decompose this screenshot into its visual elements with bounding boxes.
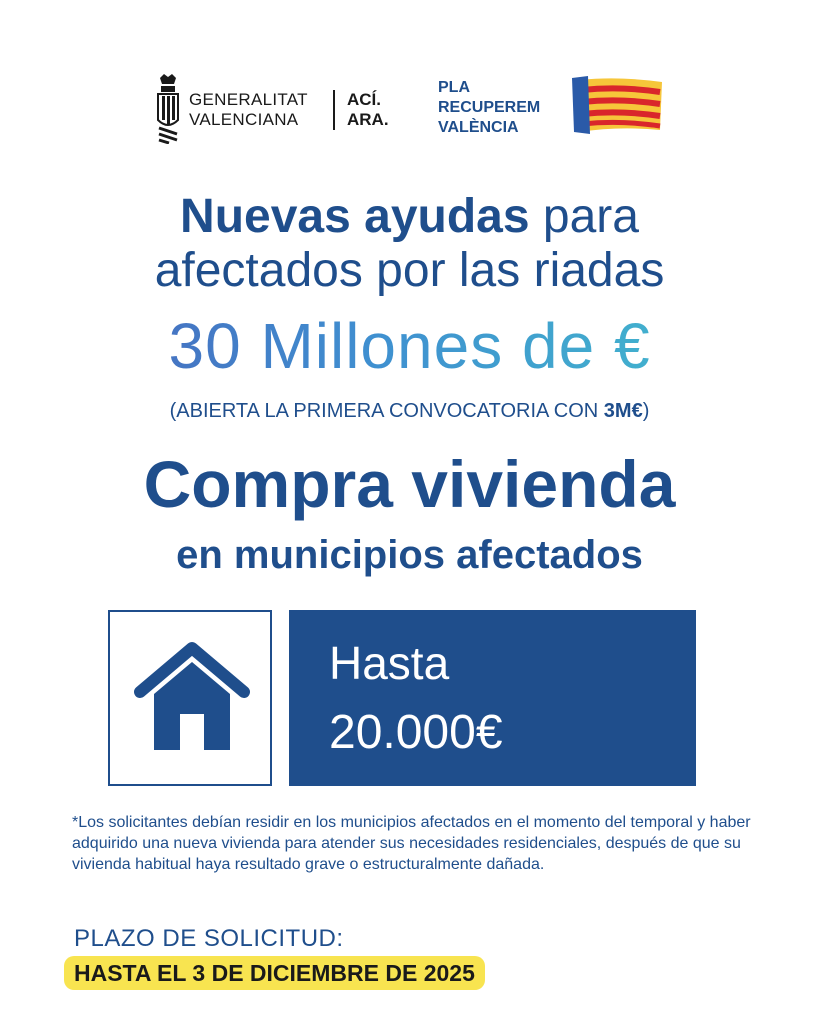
eligibility-note: *Los solicitantes debían residir en los municipios afectados en el momento del temporal y haber adquirido una nueva vivienda para atender sus necesidades residenciales, después de que su vivienda habitual haya resultado grave o estructuralmente dañada. [72,814,751,873]
generalitat-line1: GENERALITAT [189,90,308,109]
convocatoria-suffix: ) [642,400,650,422]
headline-line1 [0,190,819,244]
millions-amount: 30 Millones de € [0,308,819,384]
aci-line1: ACÍ. [347,90,381,109]
amount-label: Hasta [329,637,450,689]
title-main: Compra vivienda [143,447,676,521]
pla-line1: PLA [438,79,470,96]
logo-divider [333,90,335,130]
convocatoria-amount: 3M€ [603,400,643,422]
header-logos [0,74,819,146]
house-icon [134,642,250,754]
headline-line2: afectados por las riadas [154,244,665,297]
deadline-value: HASTA EL 3 DE DICIEMBRE DE 2025 [64,956,485,990]
title-sub: en municipios afectados [176,533,643,577]
valencian-flag-icon [572,76,664,134]
convocatoria-prefix: (ABIERTA LA PRIMERA CONVOCATORIA CON [169,400,604,422]
generalitat-crest-icon [155,74,181,144]
pla-line3: VALÈNCIA [438,119,519,136]
headline-rest: para [529,190,639,243]
aci-ara-wordmark [347,90,389,130]
generalitat-wordmark [189,90,308,130]
headline [0,190,819,298]
pla-recuperem-wordmark [438,78,540,138]
generalitat-line2: VALENCIANA [189,110,299,129]
house-icon-box [108,610,272,786]
amount-box [289,610,696,786]
pla-line2: RECUPEREM [438,99,541,116]
amount-value: 20.000€ [329,706,503,759]
headline-bold: Nuevas ayudas [180,190,530,243]
aci-line2: ARA. [347,110,389,129]
convocatoria-note [0,398,819,424]
deadline-label: PLAZO DE SOLICITUD: [74,925,344,952]
